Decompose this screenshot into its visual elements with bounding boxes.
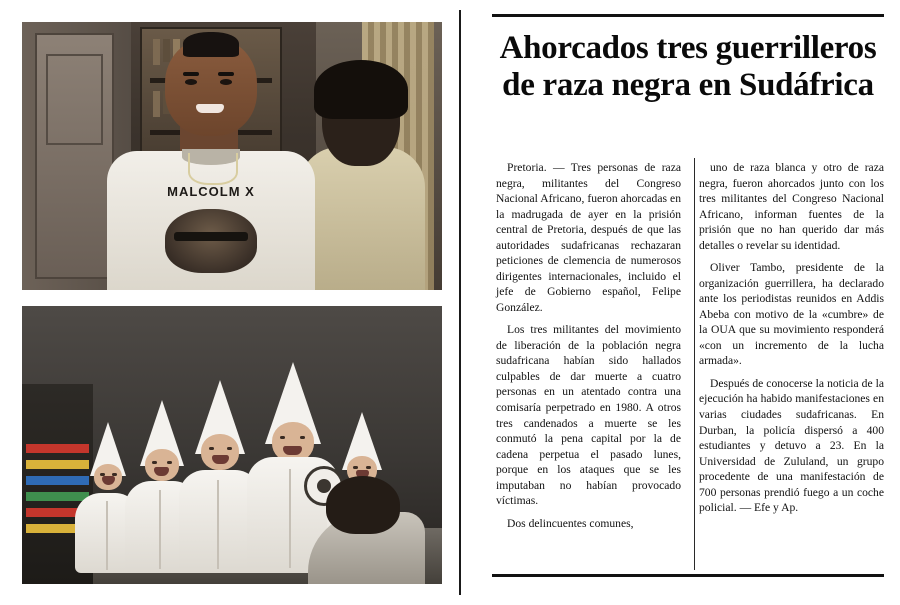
door — [35, 33, 115, 280]
paragraph: Pretoria. — Tres personas de raza negra, militantes del Congreso Nacional Africano, fueron ahorcadas en la madrugada de ayer en la prisión central de Pretoria, después de que las autoridades sudafricanas rechazaran peticiones de clemencia de numerosos dirigentes internacionales, incluido el jefe de Gobierno español, Felipe González. — [496, 161, 681, 314]
main-subject — [114, 33, 307, 290]
article-body — [496, 160, 884, 538]
article-column-1 — [496, 160, 681, 538]
paragraph: Oliver Tambo, presidente de la organización guerrillera, ha declarado ante los periodistas reunidos en Addis Abeba con motivo de la «cumbre» de la OUA que su movimiento responderá «con un incremento de la lucha armada». — [699, 261, 884, 368]
hooded-figures-photo — [22, 306, 442, 584]
top-rule — [492, 14, 884, 17]
article-column-2 — [699, 160, 884, 538]
subject-head — [165, 38, 258, 136]
paragraph: Los tres militantes del movimiento de liberación de la población negra sudafricana habían sido hallados culpables de dar muerte a cuatro personas en un atentado contra una comisaría perpetrado en 1980. A otros tres candenados a muerte se les conmutó la pena capital por la de cadena perpetua el pasado lunes, porque en los ataques que se les imputaban no habían provocado víctimas. — [496, 323, 681, 508]
foreground-head — [326, 476, 400, 534]
bottom-rule — [492, 574, 884, 577]
malcolm-x-tshirt — [107, 151, 316, 290]
sitcom-scene-photo — [22, 22, 442, 290]
paragraph: uno de raza blanca y otro de raza negra, fueron ahorcados junto con los tres militantes del Congreso Nacional Africano, informan fuentes de la prisión que no han querido dar más detalles o revelar su identidad. — [699, 161, 884, 252]
second-person — [299, 60, 425, 290]
newspaper-clipping — [470, 0, 900, 605]
paragraph: Después de conocerse la noticia de la ejecución ha habido manifestaciones en varias ciudades sudafricanas. En Durban, la policía dispersó a 400 estudiantes y detuvo a 23. En la Universidad de Zululand, un grupo procedente de una manifestación de 700 personas prendió fuego a un coche policial. — Efe y Ap. — [699, 376, 884, 515]
necklace — [188, 153, 238, 185]
article-headline: Ahorcados tres guerrilleros de raza negra en Sudáfrica — [499, 30, 877, 104]
paragraph: Dos delincuentes comunes, — [507, 516, 634, 530]
page-divider — [459, 10, 461, 595]
tshirt-text: MALCOLM X — [167, 184, 255, 200]
